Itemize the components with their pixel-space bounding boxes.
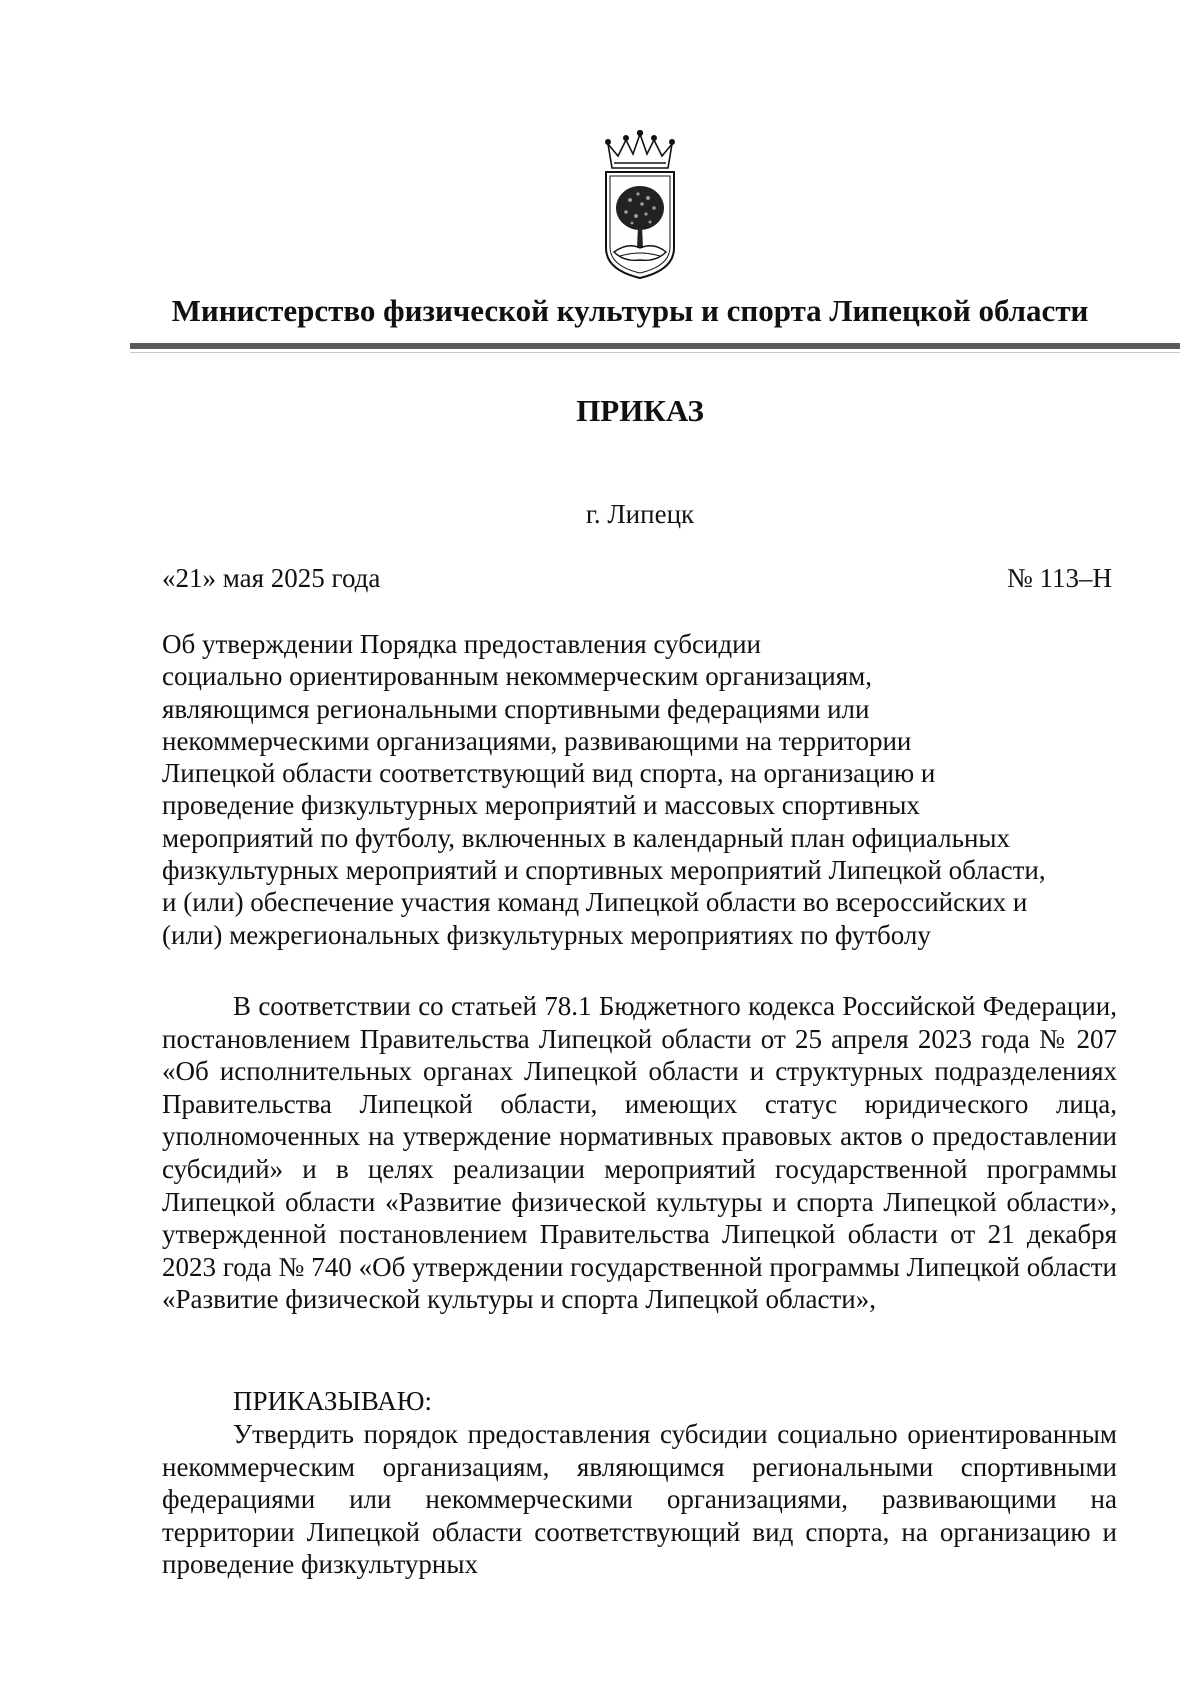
subject-line: (или) межрегиональных физкультурных мероприятиях по футболу — [162, 919, 931, 950]
subject-line: мероприятий по футболу, включенных в календарный план официальных — [162, 822, 1011, 853]
subject-line: социально ориентированным некоммерческим организациям, — [162, 661, 873, 692]
header-divider-thin — [130, 352, 1180, 353]
document-type-title: ПРИКАЗ — [576, 393, 704, 428]
document-city: г. Липецк — [585, 499, 695, 529]
subject-line: физкультурных мероприятий и спортивных мероприятий Липецкой области, — [162, 855, 1046, 886]
subject-line: являющимся региональными спортивными федерациями или — [162, 693, 870, 724]
document-number: № 113–Н — [1006, 563, 1112, 593]
subject-line: некоммерческими организациями, развивающими на территории — [162, 725, 912, 756]
document-date: «21» мая 2025 года — [162, 563, 381, 593]
order-directive: ПРИКАЗЫВАЮ: — [233, 1386, 432, 1416]
subject-line: и (или) обеспечение участия команд Липецкой области во всероссийских и — [162, 887, 1028, 918]
document-subject — [162, 628, 1046, 951]
preamble-paragraph: В соответствии со статьей 78.1 Бюджетного кодекса Российской Федерации, постановлением Правительства Липецкой области от 25 апреля 2023 года № 207 «Об исполнительных органах Липецкой области и структурных подразделениях Правительства Липецкой области, имеющих статус юридического лица, уполномоченных на утверждение нормативных правовых актов о предоставлении субсидий» и в целях реализации мероприятий государственной программы Липецкой области «Развитие физической культуры и спорта Липецкой области», утвержденной постановлением Правительства Липецкой области от 21 декабря 2023 года № 740 «Об утверждении государственной программы Липецкой области «Развитие физической культуры и спорта Липецкой области», — [162, 991, 1117, 1315]
lipetsk-coat-of-arms-icon — [598, 130, 682, 280]
header-divider — [130, 343, 1180, 349]
ministry-name: Министерство физической культуры и спорта Липецкой области — [171, 293, 1089, 328]
subject-line: проведение физкультурных мероприятий и массовых спортивных — [162, 790, 920, 821]
subject-line: Об утверждении Порядка предоставления субсидии — [162, 629, 762, 659]
order-body-paragraph: Утвердить порядок предоставления субсидии социально ориентированным некоммерческим организациям, являющимся региональными спортивными федерациями или некоммерческими организациями, развивающими на территории Липецкой области соответствующий вид спорта, на организацию и проведение физкультурных — [162, 1419, 1117, 1580]
subject-line: Липецкой области соответствующий вид спорта, на организацию и — [162, 758, 936, 789]
